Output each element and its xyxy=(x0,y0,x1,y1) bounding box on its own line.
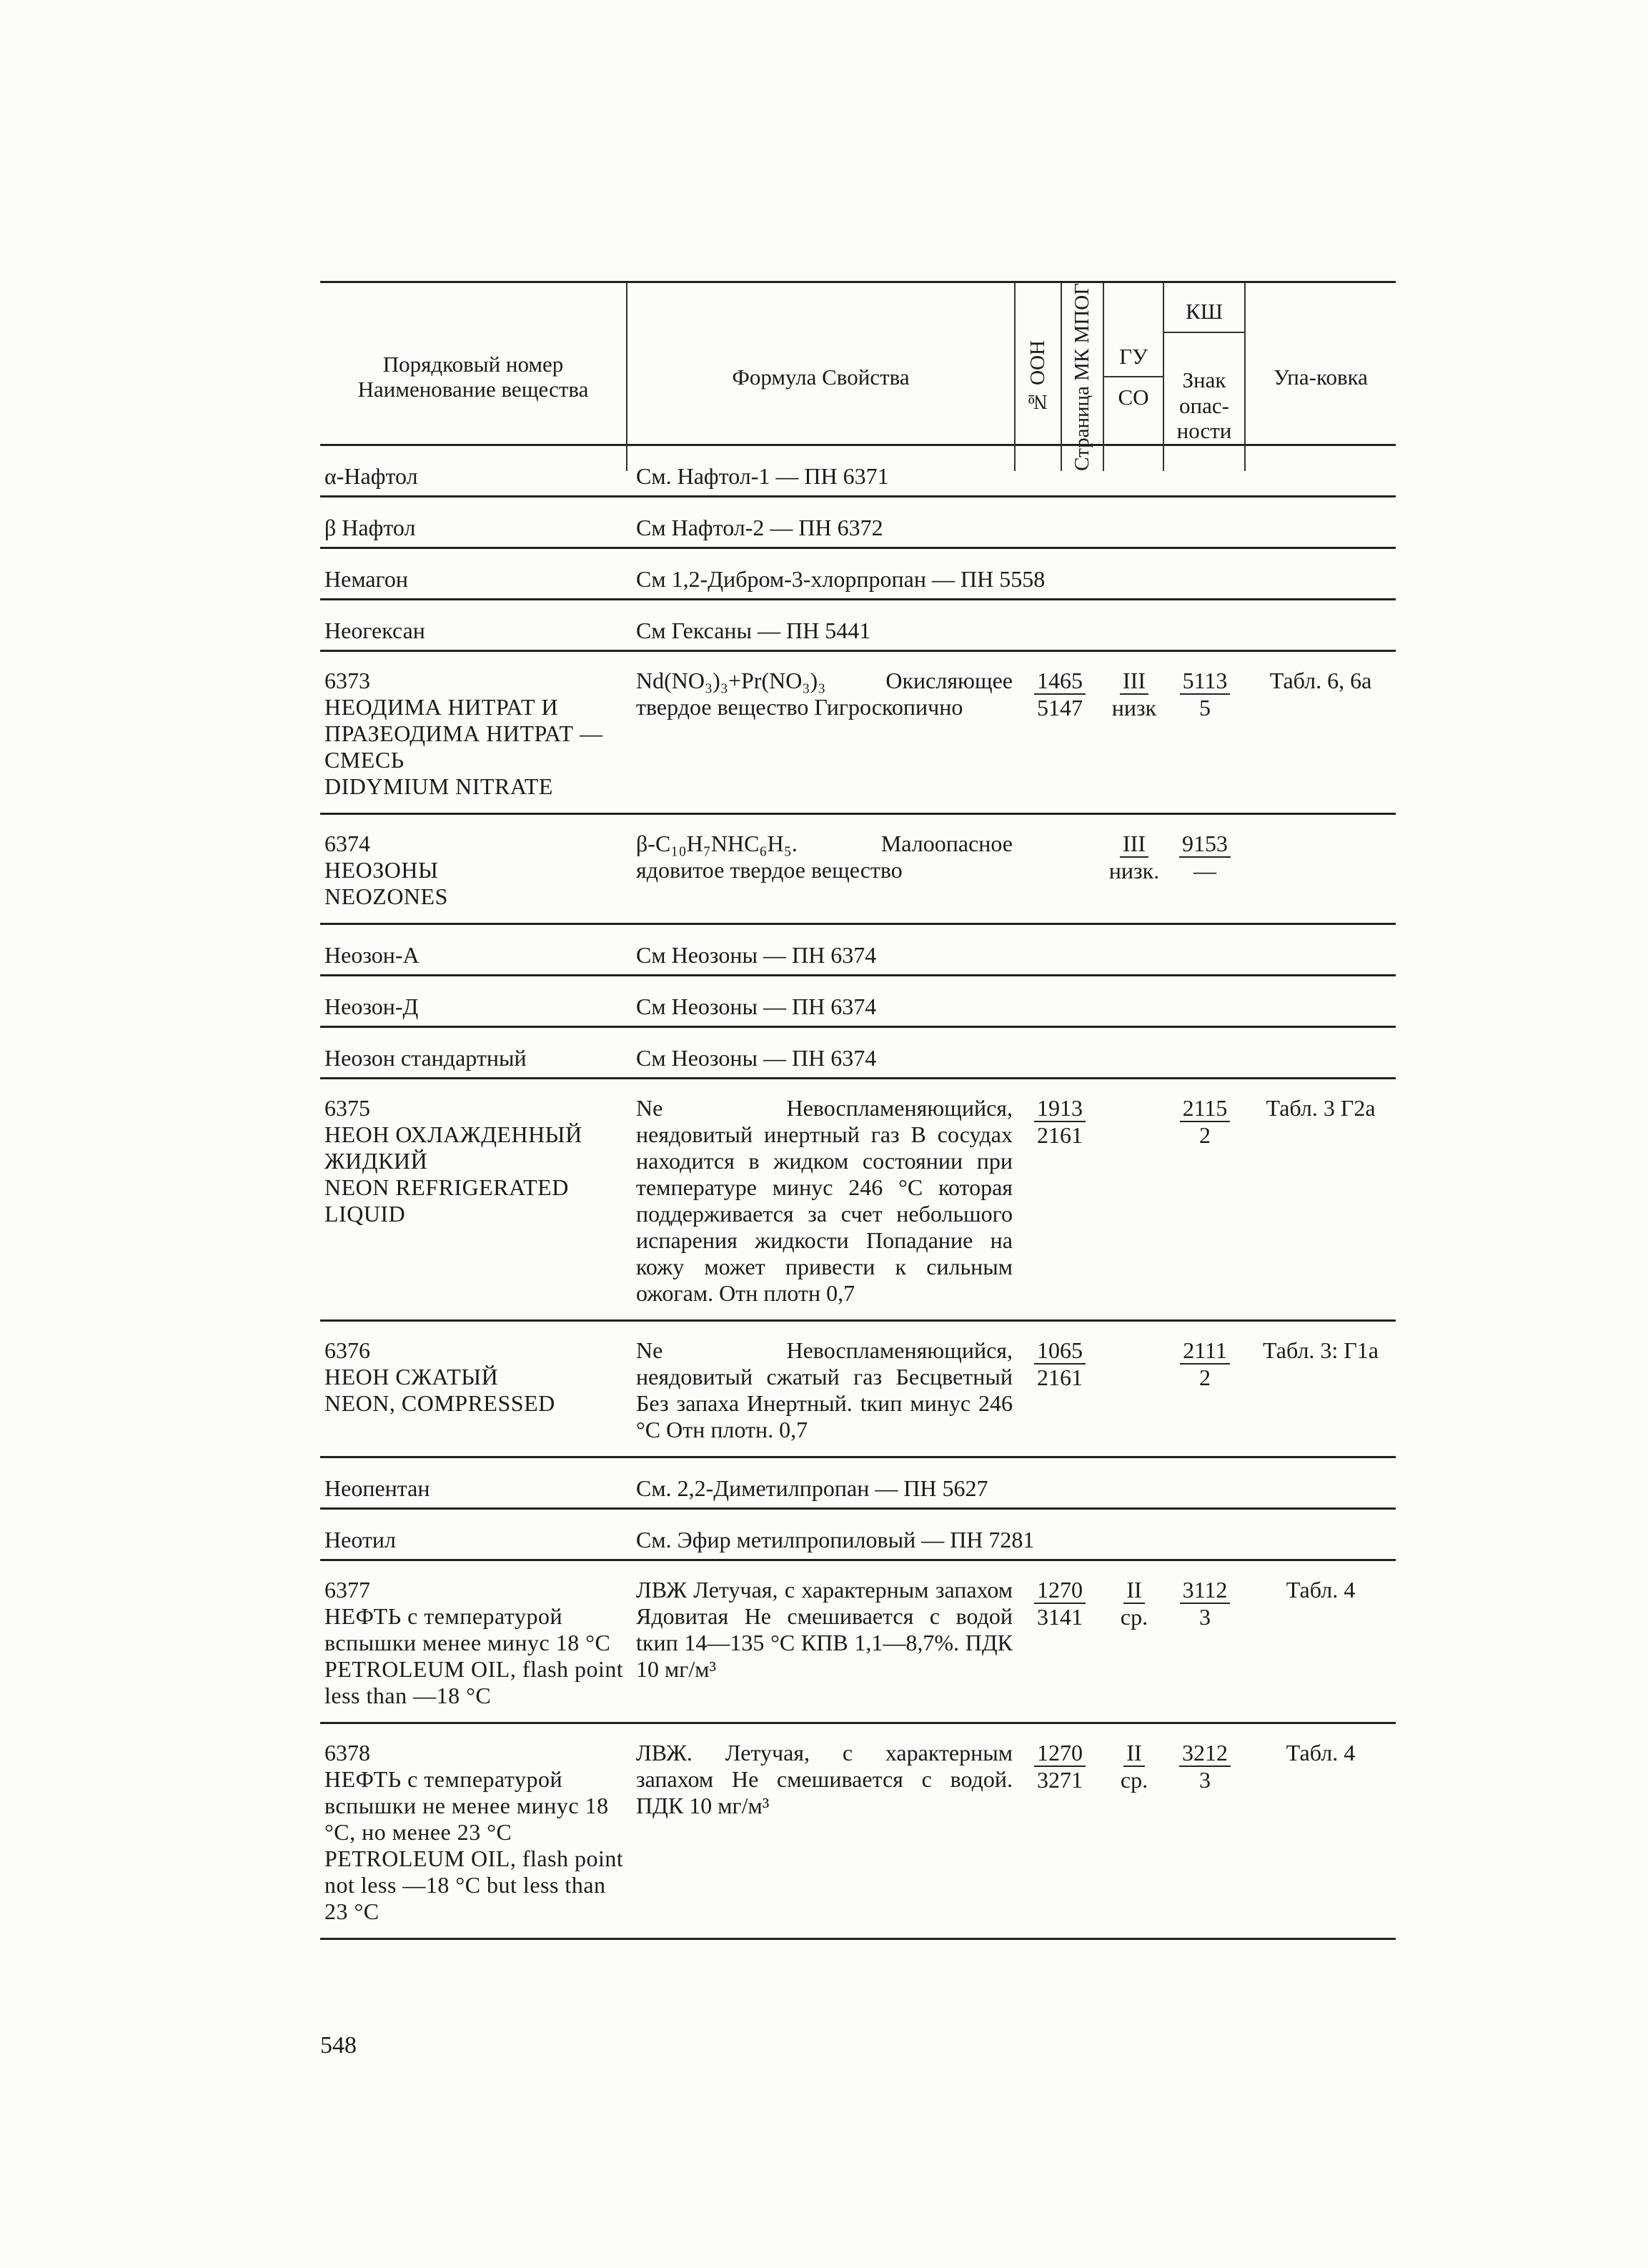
header-name: Порядковый номер Наименование вещества xyxy=(320,283,627,471)
ksh-sign-top: 5113 xyxy=(1180,668,1231,695)
header-page xyxy=(1062,283,1104,471)
reference-row xyxy=(320,1028,1396,1079)
gu-co-cell xyxy=(1104,1740,1164,1925)
reference-row xyxy=(320,600,1396,652)
ksh-sign-bottom: 3 xyxy=(1199,1767,1211,1793)
gu-co xyxy=(1106,831,1162,883)
cross-reference: См. Нафтол-1 — ПН 6371 xyxy=(636,463,889,489)
header-page-label: Страница МК МПОГ xyxy=(1071,283,1094,471)
un-page-bottom: 2161 xyxy=(1037,1122,1083,1148)
un-page-cell xyxy=(1016,668,1104,800)
ksh-sign-cell xyxy=(1164,1337,1246,1443)
serial-number: 6373 xyxy=(324,668,370,693)
gu-co-cell xyxy=(1104,1095,1164,1307)
serial-number: 6376 xyxy=(324,1337,370,1363)
packaging: Табл. 4 xyxy=(1286,1740,1356,1766)
ksh-sign-cell xyxy=(1164,1740,1246,1925)
substance-name: НЕФТЬ с температурой вспышки менее минус 18 °С xyxy=(324,1603,611,1655)
substance-row xyxy=(320,815,1396,925)
un-page-top: 1270 xyxy=(1034,1740,1086,1767)
header-gu: ГУ xyxy=(1104,283,1163,377)
gu-co-cell xyxy=(1104,668,1164,800)
substance-name: Неозон-Д xyxy=(324,994,419,1019)
substance-name-english: PETROLEUM OIL, flash point not less —18 °C but less than 23 °C xyxy=(324,1846,624,1924)
un-page xyxy=(1034,1740,1086,1793)
header-props: Формула Свойства xyxy=(627,283,1016,471)
reference-row xyxy=(320,976,1396,1028)
reference-row xyxy=(320,925,1396,976)
ksh-sign-bottom: 2 xyxy=(1199,1122,1211,1148)
ksh-sign-top: 3212 xyxy=(1179,1740,1231,1767)
un-page-cell xyxy=(1016,831,1104,910)
substance-name-english: NEON, COMPRESSED xyxy=(324,1390,555,1416)
cross-reference: См Неозоны — ПН 6374 xyxy=(636,942,877,968)
header-un-label: № ООН xyxy=(1026,340,1050,414)
un-page-bottom: 2161 xyxy=(1037,1365,1083,1390)
substance-name: НЕОДИМА НИТРАТ И ПРАЗЕОДИМА НИТРАТ — СМЕСЬ xyxy=(324,694,603,773)
un-page-bottom: 3141 xyxy=(1037,1604,1083,1630)
table-header xyxy=(320,281,1396,471)
ksh-sign-bottom: — xyxy=(1193,858,1216,883)
substance-name-cell xyxy=(320,668,627,800)
ksh-sign-bottom: 3 xyxy=(1199,1604,1211,1630)
gu-co xyxy=(1118,1740,1151,1793)
gu-co-cell xyxy=(1104,1577,1164,1709)
ksh-sign xyxy=(1179,1740,1231,1793)
substance-name-english: NEON REFRIGERATED LIQUID xyxy=(324,1174,569,1227)
substance-name: Неозон-А xyxy=(324,942,420,968)
substance-name: β Нафтол xyxy=(324,515,416,540)
gu-co-bottom: низк xyxy=(1111,695,1157,720)
substance-name: НЕОН СЖАТЫЙ xyxy=(324,1364,499,1390)
ksh-sign xyxy=(1179,831,1231,883)
substance-name-english: DIDYMIUM NITRATE xyxy=(324,773,553,799)
substance-row xyxy=(320,1561,1396,1724)
cross-reference: См Гексаны — ПН 5441 xyxy=(636,618,871,643)
formula-properties: Ne Невоспламеняющийся, неядовитый сжатый газ Бесцветный Без запаха Инертный. tкип минус 246 °С Отн плотн. 0,7 xyxy=(636,1337,1013,1442)
table-body xyxy=(320,446,1396,1940)
ksh-sign-top: 2115 xyxy=(1180,1095,1231,1122)
substance-name-english: PETROLEUM OIL, flash point less than —18 °C xyxy=(324,1656,624,1708)
cross-reference: См Нафтол-2 — ПН 6372 xyxy=(636,515,883,540)
serial-number: 6378 xyxy=(324,1740,370,1766)
gu-co-top: II xyxy=(1123,1740,1144,1767)
un-page xyxy=(1034,668,1086,720)
un-page-top: 1270 xyxy=(1034,1577,1086,1604)
ksh-sign-top: 3112 xyxy=(1180,1577,1231,1604)
substance-name: Немагон xyxy=(324,566,408,592)
cross-reference: См Неозоны — ПН 6374 xyxy=(636,994,877,1019)
document-page xyxy=(320,281,1396,1940)
substance-name: Неопентан xyxy=(324,1475,430,1501)
formula-properties: ЛВЖ Летучая, с характерным запахом Ядовитая Не смешивается с водой tкип 14—135 °С КПВ 1,1—8,7%. ПДК 10 мг/м³ xyxy=(636,1577,1013,1682)
formula-properties: β-C₁₀H₇NHC₆H₅. Малоопасное ядовитое твердое вещество xyxy=(636,831,1013,883)
substance-name: Неозон стандартный xyxy=(324,1045,527,1071)
cross-reference: См. Эфир метилпропиловый — ПН 7281 xyxy=(636,1527,1035,1553)
gu-co-bottom: ср. xyxy=(1120,1767,1148,1793)
header-sign: Знак опас-ности xyxy=(1176,367,1232,444)
gu-co-top: III xyxy=(1120,668,1148,695)
cross-reference: См. 2,2-Диметилпропан — ПН 5627 xyxy=(636,1475,988,1501)
reference-row xyxy=(320,497,1396,549)
serial-number: 6377 xyxy=(324,1577,370,1603)
substance-name: Неогексан xyxy=(324,618,425,643)
ksh-sign-top: 9153 xyxy=(1179,831,1231,858)
substance-name: НЕФТЬ с температурой вспышки не менее минус 18 °С, но менее 23 °С xyxy=(324,1766,609,1845)
header-ksh: КШ xyxy=(1164,283,1244,333)
serial-number: 6375 xyxy=(324,1095,370,1121)
reference-row xyxy=(320,1510,1396,1561)
un-page-top: 1065 xyxy=(1034,1337,1086,1365)
un-page xyxy=(1034,1095,1086,1148)
gu-co-bottom: ср. xyxy=(1120,1604,1148,1630)
ksh-sign xyxy=(1180,1577,1231,1630)
ksh-sign-bottom: 5 xyxy=(1199,695,1211,720)
ksh-sign-cell xyxy=(1164,1095,1246,1307)
substance-name: НЕОЗОНЫ xyxy=(324,857,439,883)
ksh-sign xyxy=(1180,1095,1231,1148)
un-page xyxy=(1034,1337,1086,1390)
ksh-sign-top: 2111 xyxy=(1180,1337,1230,1365)
ksh-sign-cell xyxy=(1164,1577,1246,1709)
gu-co-cell xyxy=(1104,1337,1164,1443)
formula-properties: Ne Невоспламеняющийся, неядовитый инертный газ В сосудах находится в жидком состоянии при температуре минус 246 °С которая поддерживается за счет небольшого испарения жидкости Попадание на кожу может привести к сильным ожогам. Отн плотн 0,7 xyxy=(636,1095,1013,1306)
packaging: Табл. 4 xyxy=(1286,1577,1356,1603)
substance-row xyxy=(320,1724,1396,1940)
header-gu-co xyxy=(1104,283,1164,471)
substance-name: α-Нафтол xyxy=(324,463,418,489)
substance-name: Неотил xyxy=(324,1527,396,1553)
packaging: Табл. 6, 6а xyxy=(1269,668,1372,693)
substance-name-cell xyxy=(320,1740,627,1925)
un-page-top: 1465 xyxy=(1034,668,1086,695)
substance-name-cell xyxy=(320,1337,627,1443)
gu-co xyxy=(1118,1577,1151,1630)
gu-co xyxy=(1109,668,1159,720)
un-page-cell xyxy=(1016,1577,1104,1709)
gu-co-bottom: низк. xyxy=(1108,858,1160,883)
substance-row xyxy=(320,652,1396,815)
substance-name-cell xyxy=(320,1095,627,1307)
ksh-sign-cell xyxy=(1164,668,1246,800)
gu-co-top: III xyxy=(1120,831,1148,858)
reference-row xyxy=(320,549,1396,600)
page-number: 548 xyxy=(320,2032,357,2059)
gu-co-cell xyxy=(1104,831,1164,910)
ksh-sign xyxy=(1180,668,1231,720)
packaging: Табл. 3: Г1а xyxy=(1263,1337,1379,1363)
header-pack: Упа-ковка xyxy=(1274,364,1368,390)
un-page-top: 1913 xyxy=(1034,1095,1086,1122)
reference-row xyxy=(320,1458,1396,1510)
cross-reference: См Неозоны — ПН 6374 xyxy=(636,1045,877,1071)
formula-properties: ЛВЖ. Летучая, с характерным запахом Не смешивается с водой. ПДК 10 мг/м³ xyxy=(636,1740,1013,1818)
header-co: СО xyxy=(1118,385,1149,410)
ksh-sign xyxy=(1180,1337,1230,1390)
substance-row xyxy=(320,1079,1396,1322)
packaging xyxy=(1246,831,1396,910)
formula-properties: Nd(NO₃)₃+Pr(NO₃)₃ Окисляющее твердое вещество Гигроскопично xyxy=(636,668,1013,720)
serial-number: 6374 xyxy=(324,831,370,856)
un-page-bottom: 5147 xyxy=(1037,695,1083,720)
substance-name-english: NEOZONES xyxy=(324,883,448,909)
substance-name-cell xyxy=(320,1577,627,1709)
gu-co-top: II xyxy=(1123,1577,1144,1604)
un-page-cell xyxy=(1016,1740,1104,1925)
ksh-sign-cell xyxy=(1164,831,1246,910)
substance-name: НЕОН ОХЛАЖДЕННЫЙ ЖИДКИЙ xyxy=(324,1121,582,1174)
ksh-sign-bottom: 2 xyxy=(1199,1365,1211,1390)
cross-reference: См 1,2-Дибром-3-хлорпропан — ПН 5558 xyxy=(636,566,1046,592)
packaging: Табл. 3 Г2а xyxy=(1266,1095,1376,1121)
un-page-bottom: 3271 xyxy=(1037,1767,1083,1793)
header-un xyxy=(1016,283,1062,471)
un-page-cell xyxy=(1016,1337,1104,1443)
substance-name-cell xyxy=(320,831,627,910)
header-ksh-sign xyxy=(1164,283,1246,471)
un-page-cell xyxy=(1016,1095,1104,1307)
substance-row xyxy=(320,1322,1396,1458)
un-page xyxy=(1034,1577,1086,1630)
